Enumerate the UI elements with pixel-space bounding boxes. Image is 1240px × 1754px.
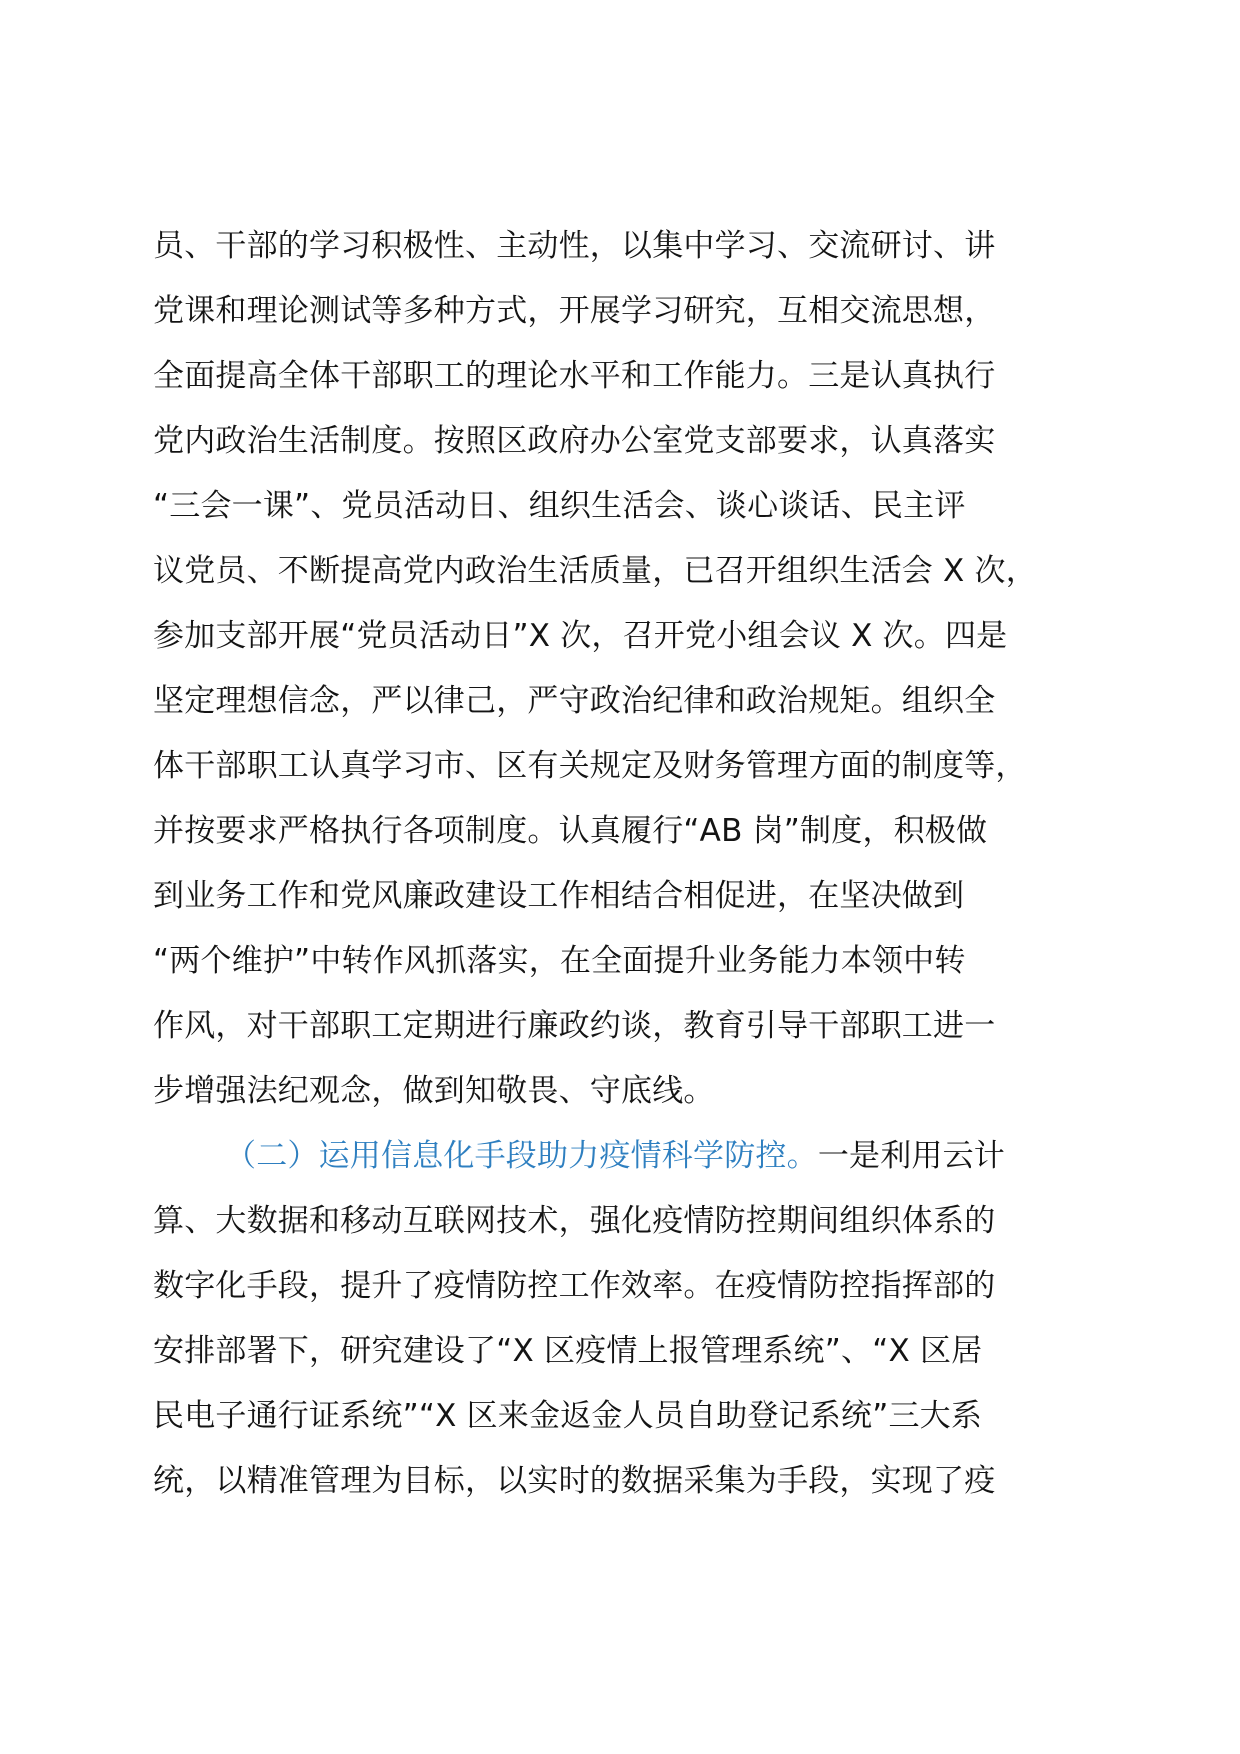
paragraph-line: “三会一课”、党员活动日、组织生活会、谈心谈话、民主评 — [153, 488, 966, 524]
paragraph-line: 算、大数据和移动互联网技术，强化疫情防控期间组织体系的 — [153, 1203, 996, 1239]
paragraph-line: 作风，对干部职工定期进行廉政约谈，教育引导干部职工进一 — [153, 1008, 996, 1044]
paragraph-line: 到业务工作和党风廉政建设工作相结合相促进，在坚决做到 — [153, 878, 965, 914]
paragraph-line: 体干部职工认真学习市、区有关规定及财务管理方面的制度等， — [153, 748, 1027, 784]
paragraph-line: 员、干部的学习积极性、主动性，以集中学习、交流研讨、讲 — [153, 228, 996, 264]
document-body — [153, 214, 1093, 1514]
paragraph-line: 并按要求严格执行各项制度。认真履行“AB 岗”制度，积极做 — [153, 813, 988, 849]
paragraph-line: 数字化手段，提升了疫情防控工作效率。在疫情防控指挥部的 — [153, 1268, 996, 1304]
paragraph-line-start: 一是利用云计 — [817, 1138, 1006, 1174]
paragraph-line: 全面提高全体干部职工的理论水平和工作能力。三是认真执行 — [153, 358, 996, 394]
paragraph-line: 党课和理论测试等多种方式，开展学习研究，互相交流思想， — [153, 293, 996, 329]
paragraph-line: 坚定理想信念，严以律己，严守政治纪律和政治规矩。组织全 — [153, 683, 996, 719]
paragraph-line: 民电子通行证系统”“X 区来金返金人员自助登记系统”三大系 — [153, 1398, 983, 1434]
section-heading-line — [153, 1124, 1093, 1189]
section-heading: （二）运用信息化手段助力疫情科学防控。 — [225, 1138, 818, 1174]
paragraph-line: 党内政治生活制度。按照区政府办公室党支部要求，认真落实 — [153, 423, 996, 459]
paragraph-line: 步增强法纪观念，做到知敬畏、守底线。 — [153, 1073, 715, 1109]
paragraph-line: 安排部署下，研究建设了“X 区疫情上报管理系统”、“X 区居 — [153, 1333, 983, 1369]
paragraph-line: 议党员、不断提高党内政治生活质量，已召开组织生活会 X 次， — [153, 553, 1037, 589]
paragraph-line: 统，以精准管理为目标，以实时的数据采集为手段，实现了疫 — [153, 1463, 996, 1499]
paragraph-line: 参加支部开展“党员活动日”X 次，召开党小组会议 X 次。四是 — [153, 618, 1008, 654]
paragraph-line: “两个维护”中转作风抓落实，在全面提升业务能力本领中转 — [153, 943, 966, 979]
